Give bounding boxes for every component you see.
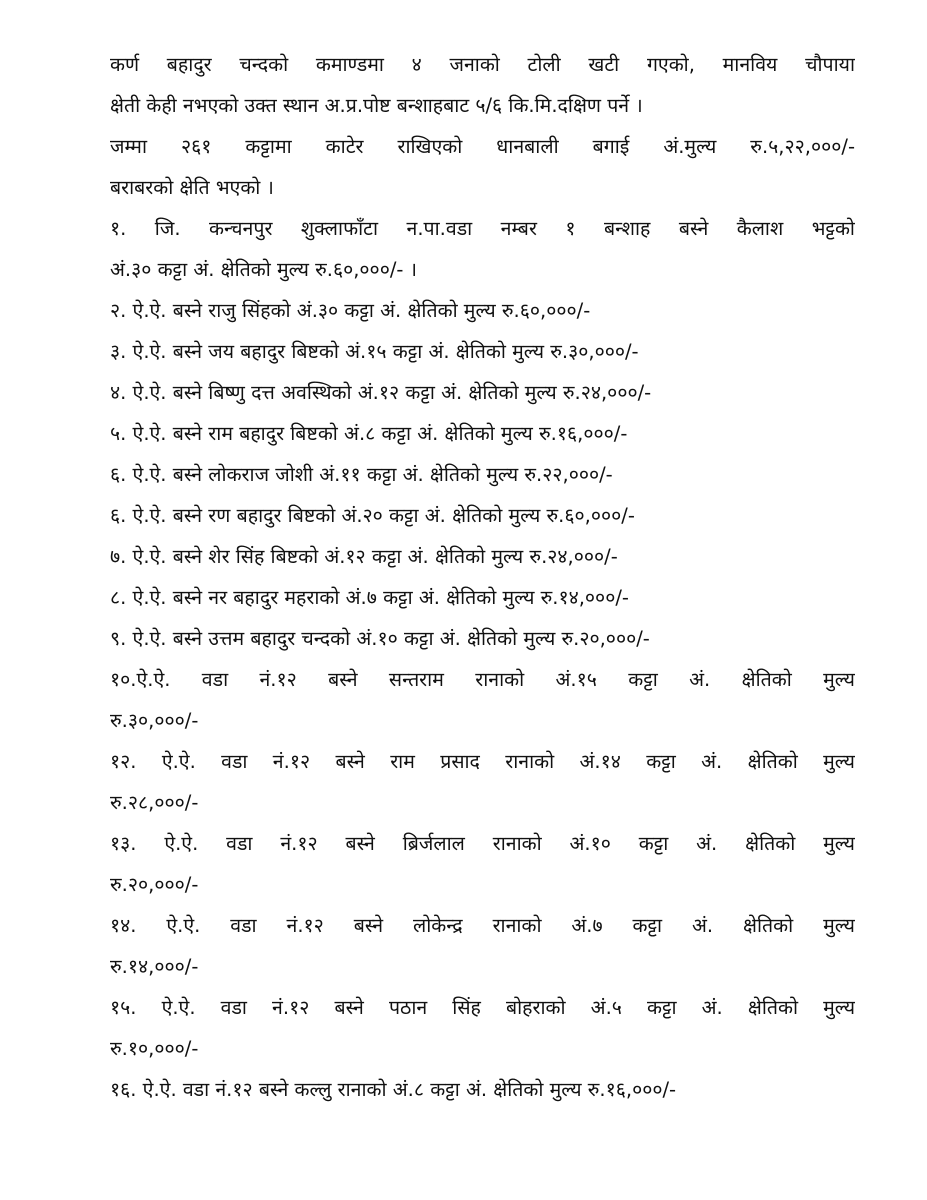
text-line: कर्ण बहादुर चन्दको कमाण्डमा ४ जनाको टोली खटी गएको, मानविय चौपाया <box>110 53 855 76</box>
list-item: १२. ऐ.ऐ. वडा नं.१२ बस्ने राम प्रसाद रानाको अं.१४ कट्टा अं. क्षेतिको मुल्य <box>110 750 855 773</box>
document-body <box>110 44 855 1110</box>
list-item-continuation: रु.१४,०००/- <box>110 955 199 978</box>
list-item: १४. ऐ.ऐ. वडा नं.१२ बस्ने लोकेन्द्र रानाको अं.७ कट्टा अं. क्षेतिको मुल्य <box>110 914 855 937</box>
list-item: १०.ऐ.ऐ. वडा नं.१२ बस्ने सन्तराम रानाको अं.१५ कट्टा अं. क्षेतिको मुल्य <box>110 668 855 691</box>
list-item: ९. ऐ.ऐ. बस्ने उत्तम बहादुर चन्दको अं.१० कट्टा अं. क्षेतिको मुल्य रु.२०,०००/- <box>110 627 650 650</box>
text-line: बराबरको क्षेति भएको । <box>110 176 274 199</box>
list-item: ७. ऐ.ऐ. बस्ने शेर सिंह बिष्टको अं.१२ कट्टा अं. क्षेतिको मुल्य रु.२४,०००/- <box>110 545 618 568</box>
list-item: २. ऐ.ऐ. बस्ने राजु सिंहको अं.३० कट्टा अं. क्षेतिको मुल्य रु.६०,०००/- <box>110 299 591 322</box>
list-item-continuation: रु.२८,०००/- <box>110 791 199 814</box>
list-item-continuation: रु.२०,०००/- <box>110 873 199 896</box>
list-item: ६. ऐ.ऐ. बस्ने लोकराज जोशी अं.११ कट्टा अं. क्षेतिको मुल्य रु.२२,०००/- <box>110 463 613 486</box>
list-item: १६. ऐ.ऐ. वडा नं.१२ बस्ने कल्लु रानाको अं.८ कट्टा अं. क्षेतिको मुल्य रु.१६,०००/- <box>110 1078 677 1101</box>
list-item: ४. ऐ.ऐ. बस्ने बिष्णु दत्त अवस्थिको अं.१२ कट्टा अं. क्षेतिको मुल्य रु.२४,०००/- <box>110 381 652 404</box>
text-line: क्षेती केही नभएको उक्त स्थान अ.प्र.पोष्ट बन्शाहबाट ५/६ कि.मि.दक्षिण पर्ने । <box>110 94 643 117</box>
list-item-continuation: रु.३०,०००/- <box>110 709 199 732</box>
text-line: जम्मा २६१ कट्टामा काटेर राखिएको धानबाली बगाई अं.मुल्य रु.५,२२,०००/- <box>110 135 855 158</box>
list-item: १५. ऐ.ऐ. वडा नं.१२ बस्ने पठान सिंह बोहराको अं.५ कट्टा अं. क्षेतिको मुल्य <box>110 996 855 1019</box>
list-item: ८. ऐ.ऐ. बस्ने नर बहादुर महराको अं.७ कट्टा अं. क्षेतिको मुल्य रु.१४,०००/- <box>110 586 629 609</box>
list-item-continuation: अं.३० कट्टा अं. क्षेतिको मुल्य रु.६०,०००/- । <box>110 258 418 281</box>
list-item: १३. ऐ.ऐ. वडा नं.१२ बस्ने ब्रिर्जलाल रानाको अं.१० कट्टा अं. क्षेतिको मुल्य <box>110 832 855 855</box>
list-item: १. जि. कन्चनपुर शुक्लाफाँटा न.पा.वडा नम्बर १ बन्शाह बस्ने कैलाश भट्टको <box>110 217 855 240</box>
list-item: ३. ऐ.ऐ. बस्ने जय बहादुर बिष्टको अं.१५ कट्टा अं. क्षेतिको मुल्य रु.३०,०००/- <box>110 340 639 363</box>
list-item: ६. ऐ.ऐ. बस्ने रण बहादुर बिष्टको अं.२० कट्टा अं. क्षेतिको मुल्य रु.६०,०००/- <box>110 504 635 527</box>
list-item: ५. ऐ.ऐ. बस्ने राम बहादुर बिष्टको अं.८ कट्टा अं. क्षेतिको मुल्य रु.१६,०००/- <box>110 422 628 445</box>
list-item-continuation: रु.१०,०००/- <box>110 1037 199 1060</box>
